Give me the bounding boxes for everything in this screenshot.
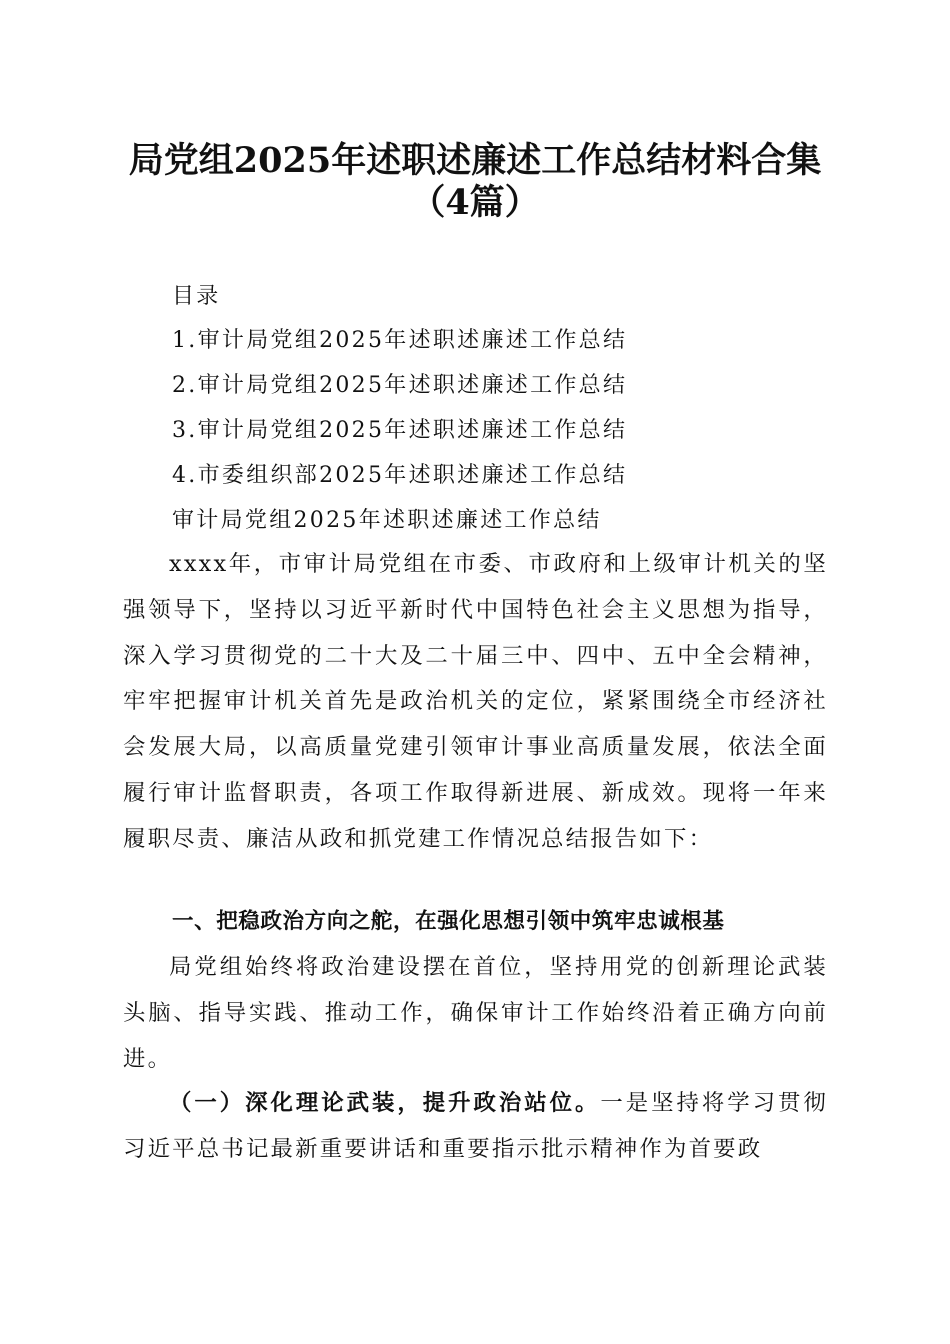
document-title-count: （4篇） <box>410 182 540 223</box>
toc-heading: 目录 <box>172 284 221 309</box>
toc-item: 4.市委组织部2025年述职述廉述工作总结 <box>172 463 628 488</box>
toc-item: 2.审计局党组2025年述职述廉述工作总结 <box>172 373 628 398</box>
toc-item: 1.审计局党组2025年述职述廉述工作总结 <box>172 328 628 353</box>
article-title: 审计局党组2025年述职述廉述工作总结 <box>172 508 602 533</box>
subsection-text: 一是坚持将学习贯彻习近平总书记最新重要讲话和重要指示批示精神作为首要政 <box>123 1090 828 1162</box>
toc-item: 3.审计局党组2025年述职述廉述工作总结 <box>172 418 628 443</box>
subsection-lead: （一）深化理论武装，提升政治站位。 <box>169 1090 601 1116</box>
section-paragraph: 局党组始终将政治建设摆在首位，坚持用党的创新理论武装头脑、指导实践、推动工作，确保审计工作始终沿着正确方向前进。 <box>123 954 828 1072</box>
document-title: 局党组2025年述职述廉述工作总结材料合集 <box>128 140 822 181</box>
intro-paragraph: xxxx年，市审计局党组在市委、市政府和上级审计机关的坚强领导下，坚持以习近平新时代中国特色社会主义思想为指导，深入学习贯彻党的二十大及二十届三中、四中、五中全会精神，牢牢把握审计机关首先是政治机关的定位，紧紧围绕全市经济社会发展大局，以高质量党建引领审计事业高质量发展，依法全面履行审计监督职责，各项工作取得新进展、新成效。现将一年来履职尽责、廉洁从政和抓党建工作情况总结报告如下： <box>123 551 828 852</box>
section-heading: 一、把稳政治方向之舵，在强化思想引领中筑牢忠诚根基 <box>172 909 725 934</box>
subsection-paragraph <box>123 1081 828 1173</box>
